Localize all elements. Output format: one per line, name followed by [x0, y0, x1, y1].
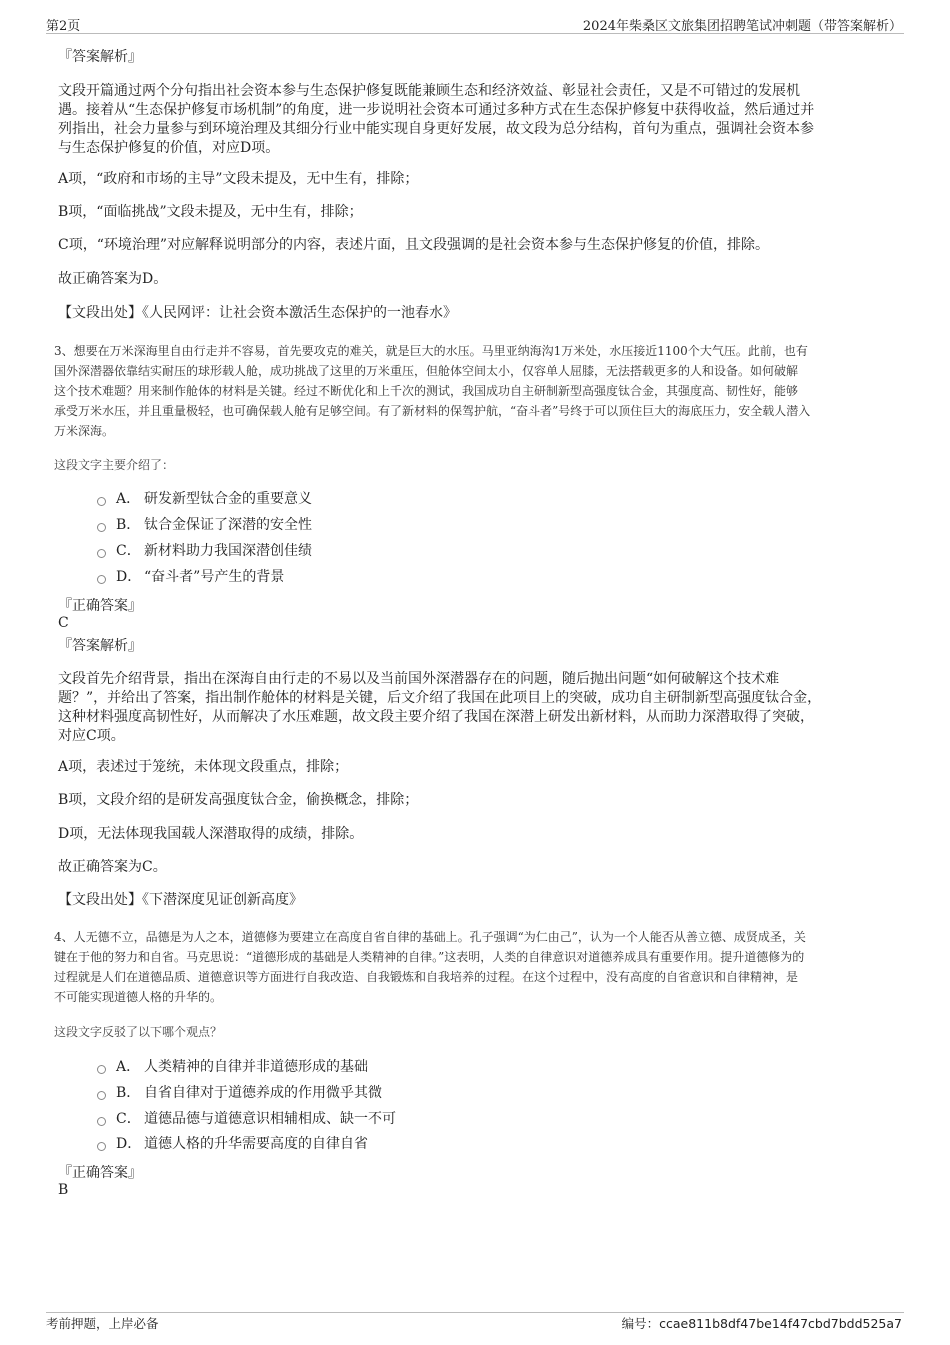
q2-option-a-note: A项，“政府和市场的主导”文段未提及，无中生有，排除； [58, 171, 419, 187]
option-text: 研发新型钛合金的重要意义 [144, 491, 312, 507]
q3-option-a[interactable] [97, 489, 312, 509]
q3-text-line: 承受万米水压，并且重量极轻，也可确保载人舱有足够空间。有了新材料的保驾护航，“奋斗者”号终于可以顶住巨大的海底压力，安全载人潜入 [54, 404, 811, 418]
footer-slogan: 考前押题，上岸必备 [46, 1316, 159, 1331]
q4-option-a[interactable] [97, 1057, 368, 1077]
q4-option-b[interactable] [97, 1083, 382, 1103]
q3-option-b-note: B项，文段介绍的是研发高强度钛合金，偷换概念，排除； [58, 792, 419, 808]
q2-analysis-line: 列指出，社会力量参与到环境治理及其细分行业中能实现自身更好发展，故文段为总分结构，首句为重点，强调社会资本参 [58, 121, 814, 137]
header-divider [46, 33, 904, 34]
q4-text-line: 键在于他的努力和自省。马克思说：“道德形成的基础是人类精神的自律。”这表明，人类的自律意识对道德养成具有重要作用。提升道德修为的 [54, 950, 805, 964]
option-text: 人类精神的自律并非道德形成的基础 [144, 1059, 368, 1075]
q3-prompt: 这段文字主要介绍了： [54, 458, 175, 472]
q4-option-d[interactable] [97, 1134, 368, 1154]
q3-analysis-line: 对应C项。 [58, 728, 125, 744]
document-title: 2024年柴桑区文旅集团招聘笔试冲刺题（带答案解析） [582, 19, 902, 34]
option-letter: B． [116, 1085, 141, 1101]
q3-analysis-line: 文段首先介绍背景，指出在深海自由行走的不易以及当前国外深潜器存在的问题，随后抛出问题“如何破解这个技术难 [58, 671, 780, 687]
q2-option-b-note: B项，“面临挑战”文段未提及，无中生有，排除； [58, 204, 363, 220]
q4-answer: B [58, 1182, 69, 1198]
q3-option-b[interactable] [97, 515, 312, 535]
option-letter: D． [116, 1136, 142, 1152]
footer-code-value: ccae811b8df47be14f47cbd7bdd525a7 [659, 1316, 902, 1331]
option-letter: A． [116, 491, 141, 507]
option-letter: A． [116, 1059, 141, 1075]
q3-text-line: 万米深海。 [54, 424, 115, 438]
q3-answer-label: 『正确答案』 [58, 598, 142, 614]
q3-option-a-note: A项，表述过于笼统，未体现文段重点，排除； [58, 759, 349, 775]
option-letter: C． [116, 543, 141, 559]
q3-answer: C [58, 615, 69, 631]
option-letter: C． [116, 1111, 141, 1127]
option-letter: B． [116, 517, 141, 533]
option-text: 新材料助力我国深潜创佳绩 [144, 543, 312, 559]
option-text: 钛合金保证了深潜的安全性 [144, 517, 312, 533]
q4-prompt: 这段文字反驳了以下哪个观点？ [54, 1025, 223, 1039]
q4-option-c[interactable] [97, 1109, 396, 1129]
q3-analysis-line: 题？”，并给出了答案，指出制作舱体的材料是关键，后文介绍了我国在此项目上的突破，成功自主研制新型高强度钛合金， [58, 690, 822, 706]
radio-icon[interactable] [97, 1065, 106, 1074]
q3-conclusion: 故正确答案为C。 [58, 859, 167, 875]
q2-analysis-line: 与生态保护修复的价值，对应D项。 [58, 140, 280, 156]
q3-analysis-label: 『答案解析』 [58, 638, 142, 654]
radio-icon[interactable] [97, 549, 106, 558]
footer-code [622, 1314, 902, 1332]
q3-text-line: 3、想要在万米深海里自由行走并不容易，首先要攻克的难关，就是巨大的水压。马里亚纳海沟1万米处，水压接近1100个大气压。此前，也有 [54, 344, 808, 358]
page-number: 第2页 [46, 19, 81, 34]
radio-icon[interactable] [97, 1142, 106, 1151]
footer-code-label: 编号： [621, 1316, 660, 1331]
q2-source: 【文段出处】《人民网评：让社会资本激活生态保护的一池春水》 [58, 305, 457, 321]
footer-divider [46, 1312, 904, 1313]
option-text: 自省自律对于道德养成的作用微乎其微 [144, 1085, 382, 1101]
q2-conclusion: 故正确答案为D。 [58, 271, 168, 287]
radio-icon[interactable] [97, 1117, 106, 1126]
q3-text-line: 国外深潜器依靠结实耐压的球形载人舱，成功挑战了这里的万米重压，但舱体空间太小，仅容单人屈膝，无法搭载更多的人和设备。如何破解 [54, 364, 799, 378]
q3-question-text [54, 341, 810, 441]
option-text: 道德品德与道德意识相辅相成、缺一不可 [144, 1111, 396, 1127]
q3-option-d-note: D项，无法体现我国载人深潜取得的成绩，排除。 [58, 826, 364, 842]
q4-question-text [54, 927, 806, 1007]
radio-icon[interactable] [97, 523, 106, 532]
q2-analysis [58, 82, 814, 158]
radio-icon[interactable] [97, 497, 106, 506]
q4-text-line: 4、人无德不立，品德是为人之本，道德修为要建立在高度自省自律的基础上。孔子强调“为仁由己”，认为一个人能否从善立德、成贤成圣，关 [54, 930, 806, 944]
q3-analysis [58, 670, 821, 746]
option-text: “奋斗者”号产生的背景 [144, 569, 285, 585]
q2-analysis-label: 『答案解析』 [58, 49, 142, 65]
q3-option-d[interactable] [97, 567, 284, 587]
q3-analysis-line: 这种材料强度高韧性好，从而解决了水压难题，故文段主要介绍了我国在深潜上研发出新材料，从而助力深潜取得了突破， [58, 709, 814, 725]
q3-source: 【文段出处】《下潜深度见证创新高度》 [58, 892, 303, 908]
q2-analysis-line: 遇。接着从“生态保护修复市场机制”的角度，进一步说明社会资本可通过多种方式在生态保护修复中获得收益，然后通过并 [58, 102, 815, 118]
option-text: 道德人格的升华需要高度的自律自省 [144, 1136, 368, 1152]
q4-answer-label: 『正确答案』 [58, 1165, 142, 1181]
q4-text-line: 过程就是人们在道德品质、道德意识等方面进行自我改造、自我锻炼和自我培养的过程。在这个过程中，没有高度的自省意识和自律精神，是 [54, 970, 799, 984]
q3-option-c[interactable] [97, 541, 312, 561]
q2-option-c-note: C项，“环境治理”对应解释说明部分的内容，表述片面，且文段强调的是社会资本参与生态保护修复的价值，排除。 [58, 237, 770, 253]
q3-text-line: 这个技术难题？用来制作舱体的材料是关键。经过不断优化和上千次的测试，我国成功自主研制新型高强度钛合金，其强度高、韧性好，能够 [54, 384, 799, 398]
radio-icon[interactable] [97, 575, 106, 584]
q2-analysis-line: 文段开篇通过两个分句指出社会资本参与生态保护修复既能兼顾生态和经济效益、彰显社会责任，又是不可错过的发展机 [58, 83, 800, 99]
radio-icon[interactable] [97, 1091, 106, 1100]
option-letter: D． [116, 569, 142, 585]
q4-text-line: 不可能实现道德人格的升华的。 [54, 990, 223, 1004]
